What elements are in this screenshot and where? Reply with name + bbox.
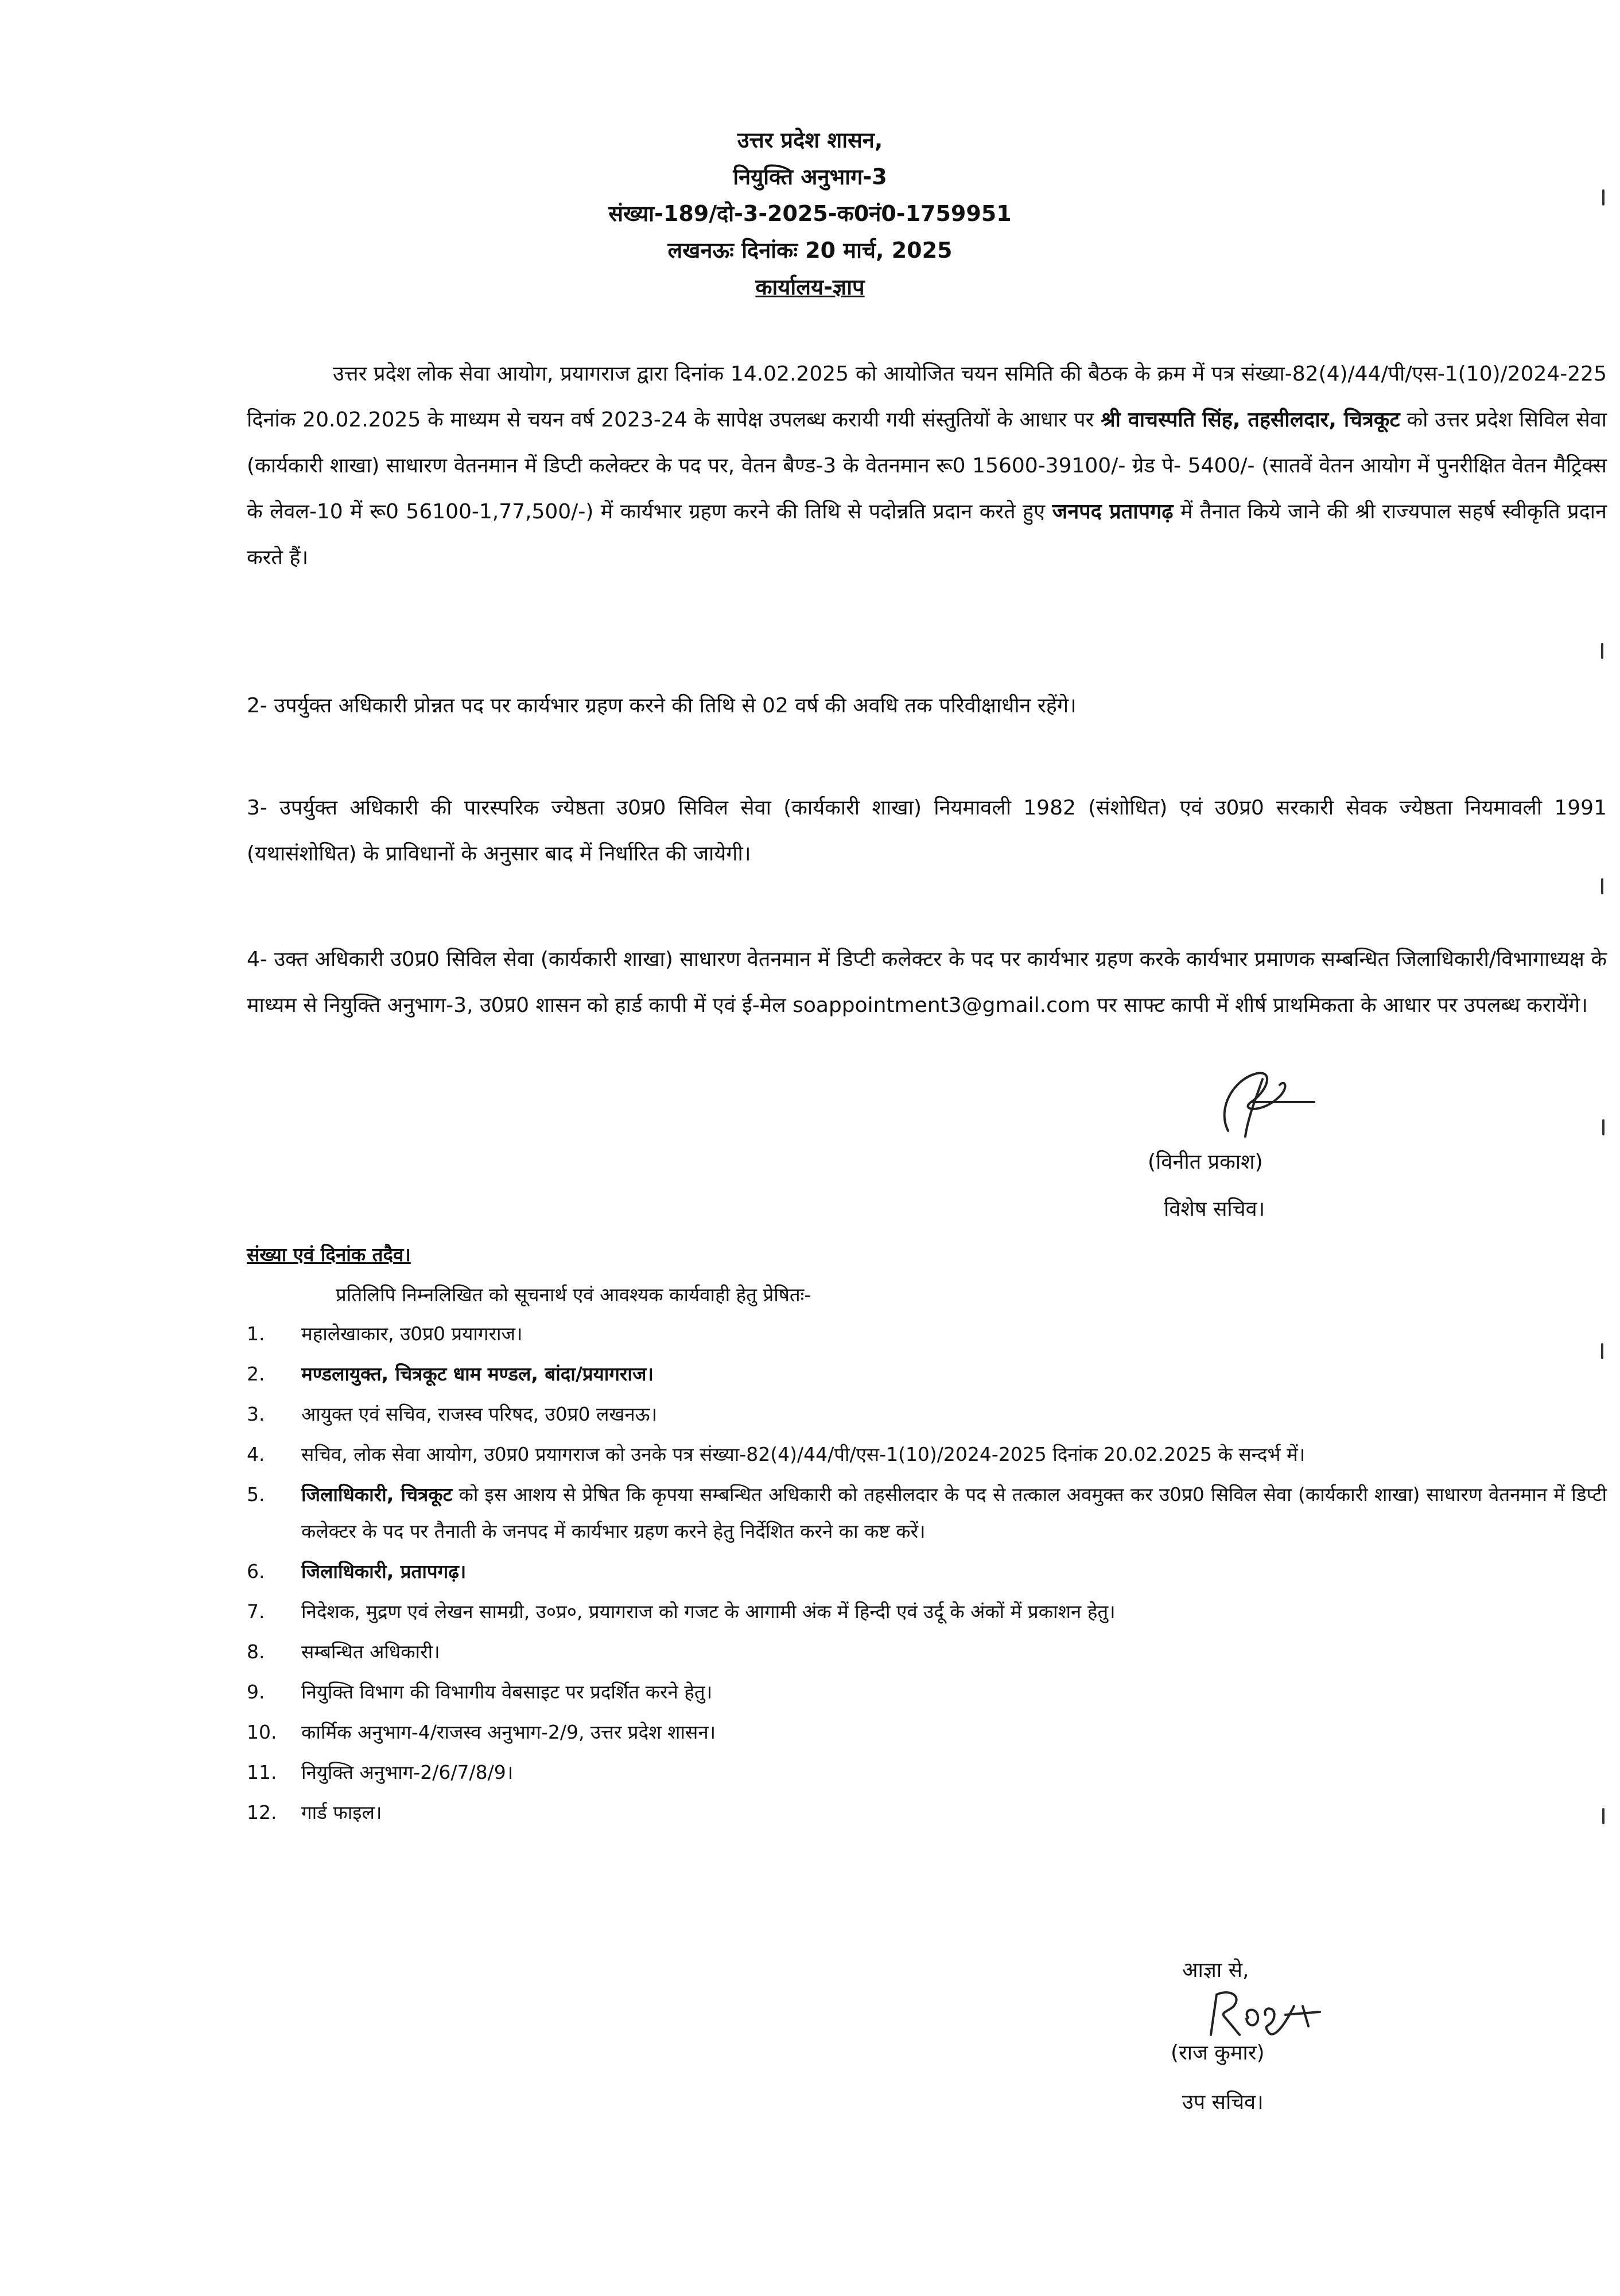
paragraph-1-part1: उत्तर प्रदेश लोक सेवा आयोग, प्रयागराज द्वारा दिनांक 14.02.2025 को आयोजित चयन समिति की बैठक के क्रम में पत्र संख्या-82(4)/44/पी/एस-1(10)/2024-225 दिनांक 20.02.2025 के माध्यम से चयन वर्ष 2023-24 के सापेक्ष उपलब्ध करायी गयी संस्तुतियों के आधार पर <box>247 362 1607 432</box>
copy-item-detail: कार्मिक अनुभाग-4/राजस्व अनुभाग-2/9, उत्तर प्रदेश शासन। <box>301 1721 716 1743</box>
paragraph-1 <box>247 351 1607 581</box>
signatory-1-name: (विनीत प्रकाश) <box>1148 1150 1263 1174</box>
paragraph-2: 2- उपर्युक्त अधिकारी प्रोन्नत पद पर कार्यभार ग्रहण करने की तिथि से 02 वर्ष की अवधि तक परिवीक्षाधीन रहेंगे। <box>247 694 1077 718</box>
paragraph-3: 3- उपर्युक्त अधिकारी की पारस्परिक ज्येष्ठता उ0प्र0 सिविल सेवा (कार्यकारी शाखा) नियमावली 1982 (संशोधित) एवं उ0प्र0 सरकारी सेवक ज्येष्ठता नियमावली 1991 (यथासंशोधित) के प्राविधानों के अनुसार बाद में निर्धारित की जायेगी। <box>247 796 1607 866</box>
copy-item-number: 4. <box>247 1443 265 1465</box>
signatory-1-designation: विशेष सचिव। <box>1164 1197 1265 1221</box>
copy-item-text <box>301 1634 1607 1670</box>
copy-item-detail: महालेखाकार, उ0प्र0 प्रयागराज। <box>301 1322 523 1345</box>
copy-item-number: 8. <box>247 1640 265 1663</box>
paragraph-1-part3: में तैनात किये जाने की श्री राज्यपाल सहर्ष स्वीकृति प्रदान करते हैं। <box>247 500 1607 569</box>
copy-item-text <box>301 1356 1607 1393</box>
copy-item-detail: निदेशक, मुद्रण एवं लेखन सामग्री, उ०प्र०, प्रयागराज को गजट के आगामी अंक में हिन्दी एवं उर्दू के अंकों में प्रकाशन हेतु। <box>301 1600 1116 1623</box>
copy-item-text <box>301 1593 1607 1630</box>
copy-item-text <box>301 1553 1607 1590</box>
copy-list-item <box>247 1754 1607 1791</box>
reference-number: संख्या-189/दो-3-2025-क0नं0-1759951 <box>608 201 1012 226</box>
copy-item-recipient: जिलाधिकारी, चित्रकूट <box>301 1483 453 1506</box>
copy-item-detail: सम्बन्धित अधिकारी। <box>301 1640 440 1663</box>
copy-item-detail: सचिव, लोक सेवा आयोग, उ0प्र0 प्रयागराज को उनके पत्र संख्या-82(4)/44/पी/एस-1(10)/2024-2025 दिनांक 20.02.2025 के सन्दर्भ में। <box>301 1443 1306 1465</box>
copy-list-item <box>247 1396 1607 1433</box>
signature-vineet-prakash <box>1194 1062 1326 1142</box>
letter-header <box>0 122 1620 305</box>
copy-heading: संख्या एवं दिनांक तदैव। <box>247 1243 411 1266</box>
copy-item-detail: नियुक्ति अनुभाग-2/6/7/8/9। <box>301 1761 514 1783</box>
copy-item-text <box>301 1794 1607 1831</box>
copy-list-item <box>247 1794 1607 1831</box>
copy-list-item <box>247 1553 1607 1590</box>
copy-item-number: 12. <box>247 1801 277 1824</box>
scan-mark <box>1602 1119 1605 1135</box>
government-name: उत्तर प्रदेश शासन, <box>737 127 883 153</box>
copy-item-text <box>301 1714 1607 1751</box>
paragraph-1-part2: को उत्तर प्रदेश सिविल सेवा (कार्यकारी शाखा) साधारण वेतनमान में डिप्टी कलेक्टर के पद पर, वेतन बैण्ड-3 के वेतनमान रू0 15600-39100/- ग्रेड पे- 5400/- (सातवें वेतन आयोग में पुनरीक्षित वेतन मैट्रिक्स के लेवल-10 में रू0 56100-1,77,500/-) में कार्यभार ग्रहण करने की तिथि से पदोन्नति प्रदान करते हुए <box>247 408 1607 523</box>
copy-item-number: 10. <box>247 1721 277 1743</box>
copy-item-number: 6. <box>247 1560 265 1583</box>
copy-list-item <box>247 1674 1607 1711</box>
copy-item-detail: गार्ड फाइल। <box>301 1801 382 1824</box>
copy-item-detail: आयुक्त एवं सचिव, राजस्व परिषद, उ0प्र0 लखनऊ। <box>301 1403 658 1425</box>
copy-item-detail: को इस आशय से प्रेषित कि कृपया सम्बन्धित अधिकारी को तहसीलदार के पद से तत्काल अवमुक्त कर उ0प्र0 सिविल सेवा (कार्यकारी शाखा) साधारण वेतनमान में डिप्टी कलेक्टर के पद पर तैनाती के जनपद में कार्यभार ग्रहण करने हेतु निर्देशित करने का कष्ट करें। <box>301 1483 1607 1542</box>
signatory-2-name: (राज कुमार) <box>1171 2041 1265 2065</box>
copy-item-number: 1. <box>247 1322 265 1345</box>
copy-item-detail: नियुक्ति विभाग की विभागीय वेबसाइट पर प्रदर्शित करने हेतु। <box>301 1681 713 1703</box>
copy-item-text <box>301 1476 1607 1550</box>
copy-item-text <box>301 1674 1607 1711</box>
order-line: आज्ञा से, <box>1182 1958 1249 1982</box>
posting-district: जनपद प्रतापगढ़ <box>1052 500 1174 523</box>
copy-item-recipient: मण्डलायुक्त, चित्रकूट धाम मण्डल, बांदा/प्रयागराज। <box>301 1363 654 1385</box>
copy-list-item <box>247 1316 1607 1352</box>
officer-name: श्री वाचस्पति सिंह, तहसीलदार, चित्रकूट <box>1101 408 1400 432</box>
copy-item-text <box>301 1436 1607 1473</box>
section-name: नियुक्ति अनुभाग-3 <box>733 164 887 189</box>
memo-title: कार्यालय-ज्ञाप <box>755 274 865 300</box>
scan-mark <box>1601 1343 1603 1359</box>
copy-list-item <box>247 1634 1607 1670</box>
copy-list-item <box>247 1714 1607 1751</box>
copy-item-number: 2. <box>247 1363 265 1385</box>
copy-list-item <box>247 1356 1607 1393</box>
copy-item-text <box>301 1396 1607 1433</box>
copy-item-number: 9. <box>247 1681 265 1703</box>
scan-mark <box>1602 1808 1605 1824</box>
paragraph-4: 4- उक्त अधिकारी उ0प्र0 सिविल सेवा (कार्यकारी शाखा) साधारण वेतनमान में डिप्टी कलेक्टर के पद पर कार्यभार ग्रहण करके कार्यभार प्रमाणक सम्बन्धित जिलाधिकारी/विभागाध्यक्ष के माध्यम से नियुक्ति अनुभाग-3, उ0प्र0 शासन को हार्ड कापी में एवं ई-मेल soappointment3@gmail.com पर साफ्ट कापी में शीर्ष प्राथमिकता के आधार पर उपलब्ध करायेंगे। <box>247 948 1607 1017</box>
copy-item-text <box>301 1754 1607 1791</box>
copy-list-item <box>247 1476 1607 1550</box>
copy-item-number: 3. <box>247 1403 265 1425</box>
copy-item-recipient: जिलाधिकारी, प्रतापगढ़। <box>301 1560 467 1583</box>
copy-list <box>247 1316 1607 1835</box>
place-date: लखनऊः दिनांकः 20 मार्च, 2025 <box>667 238 953 263</box>
copy-intro: प्रतिलिपि निम्नलिखित को सूचनार्थ एवं आवश्यक कार्यवाही हेतु प्रेषितः- <box>336 1283 811 1306</box>
scan-mark <box>1601 643 1603 659</box>
copy-list-item <box>247 1436 1607 1473</box>
scan-mark <box>1601 878 1603 894</box>
copy-item-number: 5. <box>247 1483 265 1506</box>
signatory-2-designation: उप सचिव। <box>1182 2091 1264 2114</box>
copy-item-number: 7. <box>247 1600 265 1623</box>
copy-item-text <box>301 1316 1607 1352</box>
copy-list-item <box>247 1593 1607 1630</box>
copy-item-number: 11. <box>247 1761 277 1783</box>
scan-mark <box>1602 189 1605 205</box>
